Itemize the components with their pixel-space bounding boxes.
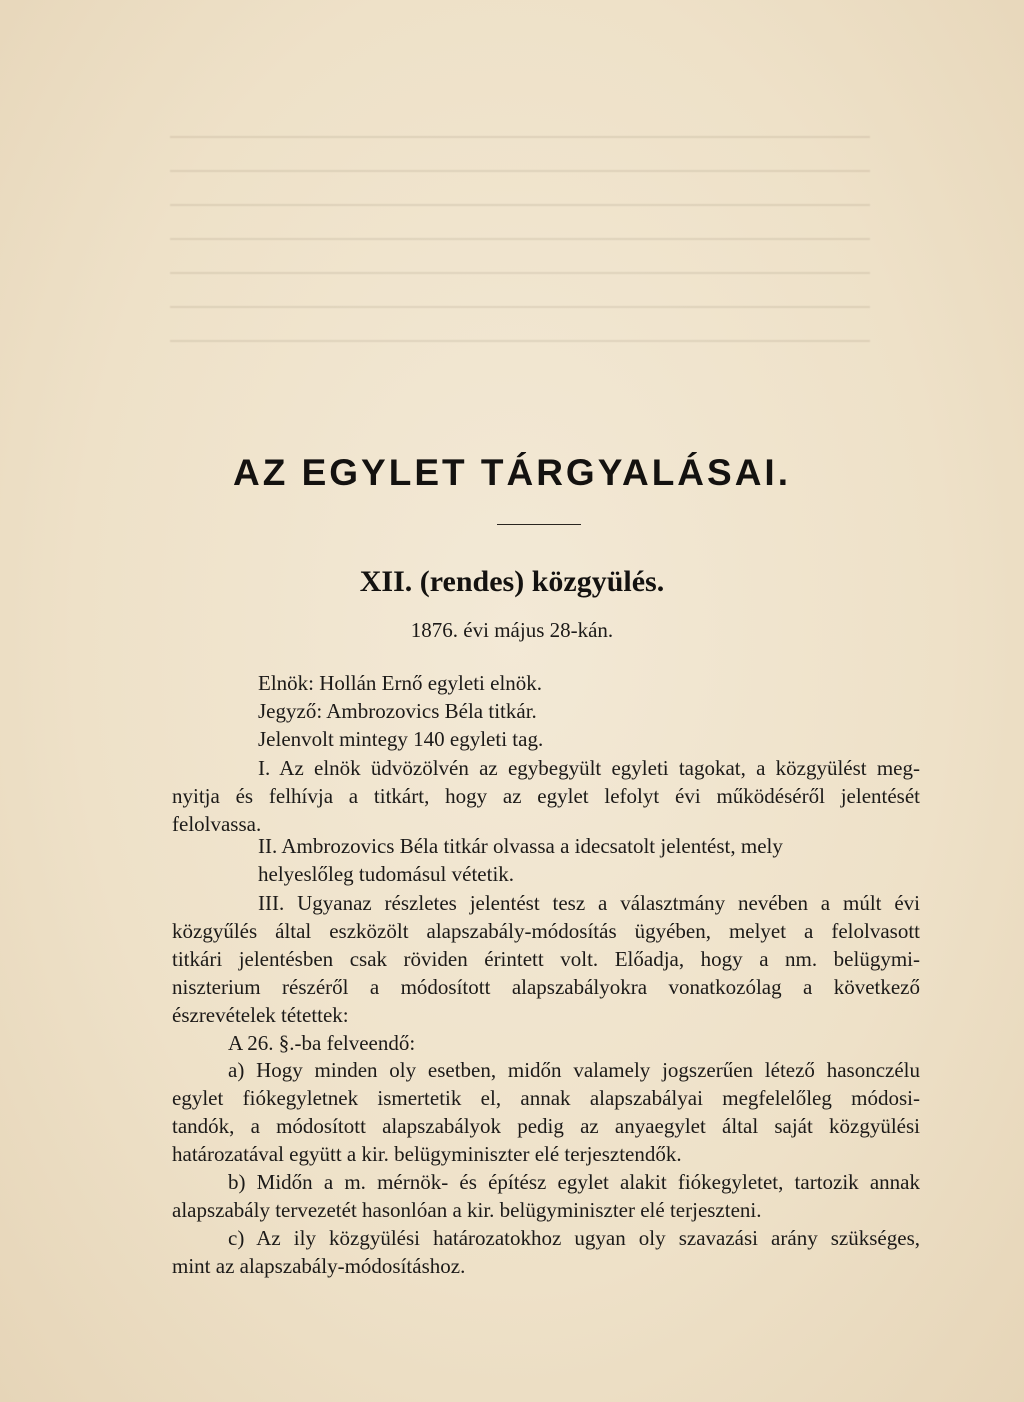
paragraph-line: észrevételek tétettek:	[172, 1003, 349, 1027]
meeting-date: 1876. évi május 28-kán.	[410, 618, 614, 642]
secretary-line: Jegyző: Ambrozovics Béla titkár.	[258, 699, 537, 723]
section-reference: A 26. §.-ba felveendő:	[228, 1031, 416, 1055]
meeting-title: XII. (rendes) közgyülés.	[359, 565, 665, 598]
paragraph-line: a) Hogy minden oly esetben, midőn valamely jogszerűen létező hasonczélu	[228, 1058, 920, 1082]
paragraph-line: II. Ambrozovics Béla titkár olvassa a idecsatolt jelentést, mely	[258, 834, 783, 858]
paragraph-line: b) Midőn a m. mérnök- és építész egylet alakit fiókegyletet, tartozik annak	[228, 1170, 920, 1194]
paragraph-line: nyitja és felhívja a titkárt, hogy az egylet lefolyt évi működéséről jelentését	[172, 784, 920, 808]
paragraph-line: egylet fiókegyletnek ismertetik el, annak alapszabályai megfelelőleg módosi-	[172, 1086, 920, 1110]
paragraph-line: titkári jelentésben csak röviden érintett volt. Előadja, hogy a nm. belügymi-	[172, 947, 920, 971]
attendance-line: Jelenvolt mintegy 140 egyleti tag.	[258, 727, 544, 751]
page-heading: AZ EGYLET TÁRGYALÁSAI.	[232, 452, 791, 493]
paragraph-line: helyeslőleg tudomásul vétetik.	[258, 862, 515, 886]
paragraph-line: közgyűlés által eszközölt alapszabály-módosítás ügyében, melyet a felolvasott	[172, 919, 920, 943]
paragraph-line: alapszabály tervezetét hasonlóan a kir. belügyminiszter elé terjeszteni.	[172, 1198, 762, 1222]
paragraph-line: III. Ugyanaz részletes jelentést tesz a választmány nevében a múlt évi	[258, 891, 920, 915]
paragraph-line: c) Az ily közgyülési határozatokhoz ugyan oly szavazási arány szükséges,	[228, 1226, 920, 1250]
paragraph-line: I. Az elnök üdvözölvén az egybegyült egyleti tagokat, a közgyülést meg-	[258, 756, 920, 780]
paragraph-line: niszterium részéről a módosított alapszabályokra vonatkozólag a következő	[172, 975, 920, 999]
chair-line: Elnök: Hollán Ernő egyleti elnök.	[258, 671, 543, 695]
paragraph-line: határozatával együtt a kir. belügyminiszter elé terjesztendők.	[172, 1142, 682, 1166]
show-through-text	[170, 120, 870, 350]
heading-divider	[497, 524, 581, 525]
paragraph-line: mint az alapszabály-módosításhoz.	[172, 1254, 466, 1278]
paragraph-line: tandók, a módosított alapszabályok pedig az anyaegylet által saját közgyülési	[172, 1114, 920, 1138]
paragraph-line: felolvassa.	[172, 812, 262, 836]
